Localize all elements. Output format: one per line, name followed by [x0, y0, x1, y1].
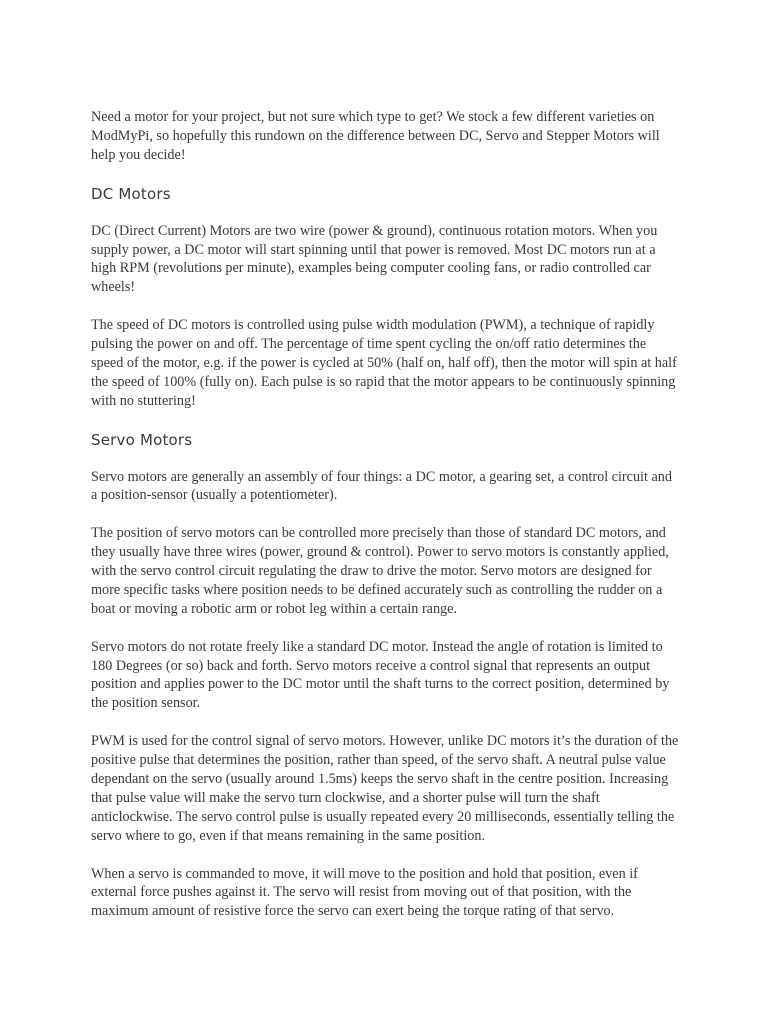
section-heading-servo-motors: Servo Motors — [91, 430, 193, 449]
dc-paragraph-1: DC (Direct Current) Motors are two wire (power & ground), continuous rotation motors. When you supply power, a DC motor will start spinning until that power is removed. Most DC motors run at a high RPM (revolutions per minute), examples being computer cooling fans, or radio controlled car wheels! — [91, 222, 658, 296]
servo-paragraph-4: PWM is used for the control signal of servo motors. However, unlike DC motors it’s the duration of the positive pulse that determines the position, rather than speed, of the servo shaft. A neutral pulse value dependant on the servo (usually around 1.5ms) keeps the servo shaft in the centre position. Increasing that pulse value will make the servo turn clockwise, and a shorter pulse will turn the shaft anticlockwise. The servo control pulse is usually repeated every 20 milliseconds, essentially telling the servo where to go, even if that means remaining in the same position. — [91, 733, 679, 844]
section-heading-dc-motors: DC Motors — [91, 184, 171, 203]
intro-paragraph: Need a motor for your project, but not sure which type to get? We stock a few different varieties on ModMyPi, so hopefully this rundown on the difference between DC, Servo and Stepper Motors will help you decide! — [91, 109, 660, 163]
servo-paragraph-5: When a servo is commanded to move, it will move to the position and hold that position, even if external force pushes against it. The servo will resist from moving out of that position, with the maximum amount of resistive force the servo can exert being the torque rating of that servo. — [91, 865, 638, 920]
document-page — [91, 108, 681, 940]
dc-paragraph-2: The speed of DC motors is controlled using pulse width modulation (PWM), a technique of rapidly pulsing the power on and off. The percentage of time spent cycling the on/off ratio determines the speed of the motor, e.g. if the power is cycled at 50% (half on, half off), then the motor will spin at half the speed of 100% (fully on). Each pulse is so rapid that the motor appears to be continuously spinning with no stuttering! — [91, 317, 677, 409]
servo-paragraph-2: The position of servo motors can be controlled more precisely than those of standard DC motors, and they usually have three wires (power, ground & control). Power to servo motors is constantly applied, with the servo control circuit regulating the draw to drive the motor. Servo motors are designed for more specific tasks where position needs to be defined accurately such as controlling the rudder on a boat or moving a robotic arm or robot leg within a certain range. — [91, 525, 669, 617]
servo-paragraph-3: Servo motors do not rotate freely like a standard DC motor. Instead the angle of rotation is limited to 180 Degrees (or so) back and forth. Servo motors receive a control signal that represents an output position and applies power to the DC motor until the shaft turns to the correct position, determined by the position sensor. — [91, 638, 670, 712]
servo-paragraph-1: Servo motors are generally an assembly of four things: a DC motor, a gearing set, a control circuit and a position-sensor (usually a potentiometer). — [91, 468, 672, 504]
